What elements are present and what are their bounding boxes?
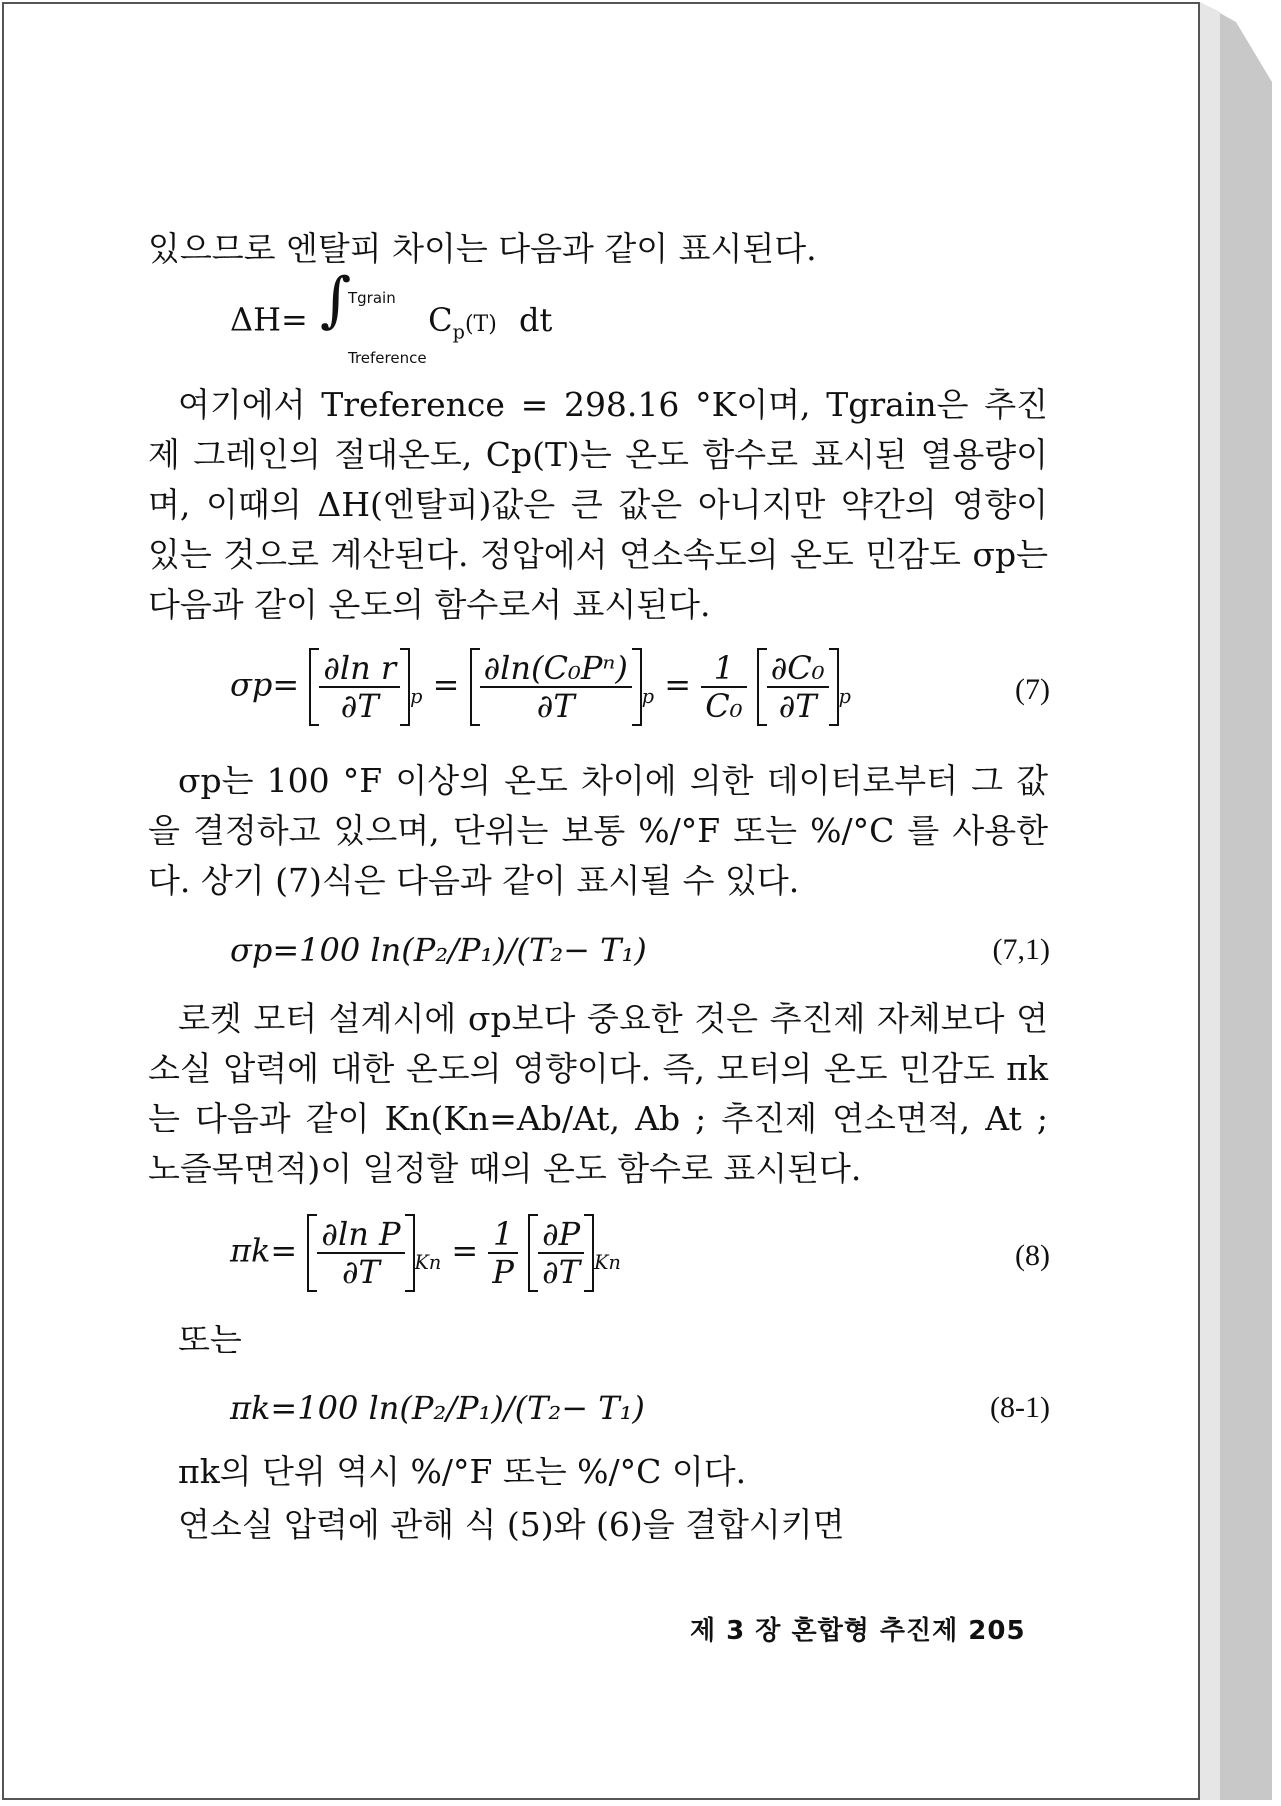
eq81-number: (8-1) xyxy=(990,1391,1050,1424)
eq7-number: (7) xyxy=(1015,673,1050,706)
eq81-text: πk=100 ln(P₂/P₁)/(T₂− T₁) xyxy=(230,1389,645,1427)
eq7-lhs: σp= xyxy=(230,665,300,704)
integrand: $C_p(T)$ xyxy=(428,300,497,343)
integral-sign: ∫ Tgrain Treference xyxy=(318,292,408,352)
integral-lower-limit: Treference xyxy=(348,349,427,367)
paragraph-1: 있으므로 엔탈피 차이는 다음과 같이 표시된다. xyxy=(148,229,817,268)
equation-8-1 xyxy=(230,1388,1050,1428)
page-edge-shadow xyxy=(1200,2,1272,1800)
paragraph-6: πk의 단위 역시 %/°F 또는 %/°C 이다. xyxy=(178,1452,747,1491)
equation-7: σp= $\frac{\text{∂ln r}}{\partial T}$ $_p$ = $\frac{\text{∂ln(C₀Pⁿ)}}{\partial T}$ $_p$ = $\frac{1}{\text{C₀}}$ $\frac{\text{∂C₀}}{\partial T}$ $_p$ (7) xyxy=(230,649,1050,725)
eq8-lhs: πk= xyxy=(230,1231,298,1270)
paragraph-2: 여기에서 Treference = 298.16 °K이며, Tgrain은 추진제 그레인의 절대온도, Cp(T)는 온도 함수로 표시된 열용량이며, 이때의 ΔH(엔탈피)값은 큰 값은 아니지만 약간의 영향이 있는 것으로 계산된다. 정압에서 연소속도의 온도 민감도 σp는 다음과 같이 온도의 함수로서 표시된다. xyxy=(148,385,1048,624)
paragraph-7: 연소실 압력에 관해 식 (5)와 (6)을 결합시키면 xyxy=(178,1505,845,1544)
eq8-number: (8) xyxy=(1015,1239,1050,1272)
equation-7-1 xyxy=(230,930,1050,970)
paragraph-5: 또는 xyxy=(178,1320,242,1359)
page-footer: 제 3 장 혼합형 추진제 205 xyxy=(690,1616,1026,1646)
differential-dt: dt xyxy=(518,300,553,339)
eq71-text: σp=100 ln(P₂/P₁)/(T₂− T₁) xyxy=(230,931,647,969)
integral-upper-limit: Tgrain xyxy=(348,289,396,307)
eq71-number: (7,1) xyxy=(992,933,1050,966)
eq-dh-lhs: ΔH= xyxy=(230,300,308,339)
equation-8: πk= $\frac{\text{∂ln P}}{\partial T}$ $_{Kn}$ = $\frac{1}{P}$ $\frac{\partial P}{\partial T}$ $_{Kn}$ (8) xyxy=(230,1215,1050,1291)
paragraph-3: σp는 100 °F 이상의 온도 차이에 의한 데이터로부터 그 값을 결정하고 있으며, 단위는 보통 %/°F 또는 %/°C 를 사용한다. 상기 (7)식은 다음과 같이 표시될 수 있다. xyxy=(148,761,1048,900)
equation-enthalpy xyxy=(230,265,1050,367)
paragraph-4: 로켓 모터 설계시에 σp보다 중요한 것은 추진제 자체보다 연소실 압력에 대한 온도의 영향이다. 즉, 모터의 온도 민감도 πk는 다음과 같이 Kn(Kn=Ab/At, Ab ; 추진제 연소면적, At ; 노즐목면적)이 일정할 때의 온도 함수로 표시된다. xyxy=(148,999,1048,1188)
